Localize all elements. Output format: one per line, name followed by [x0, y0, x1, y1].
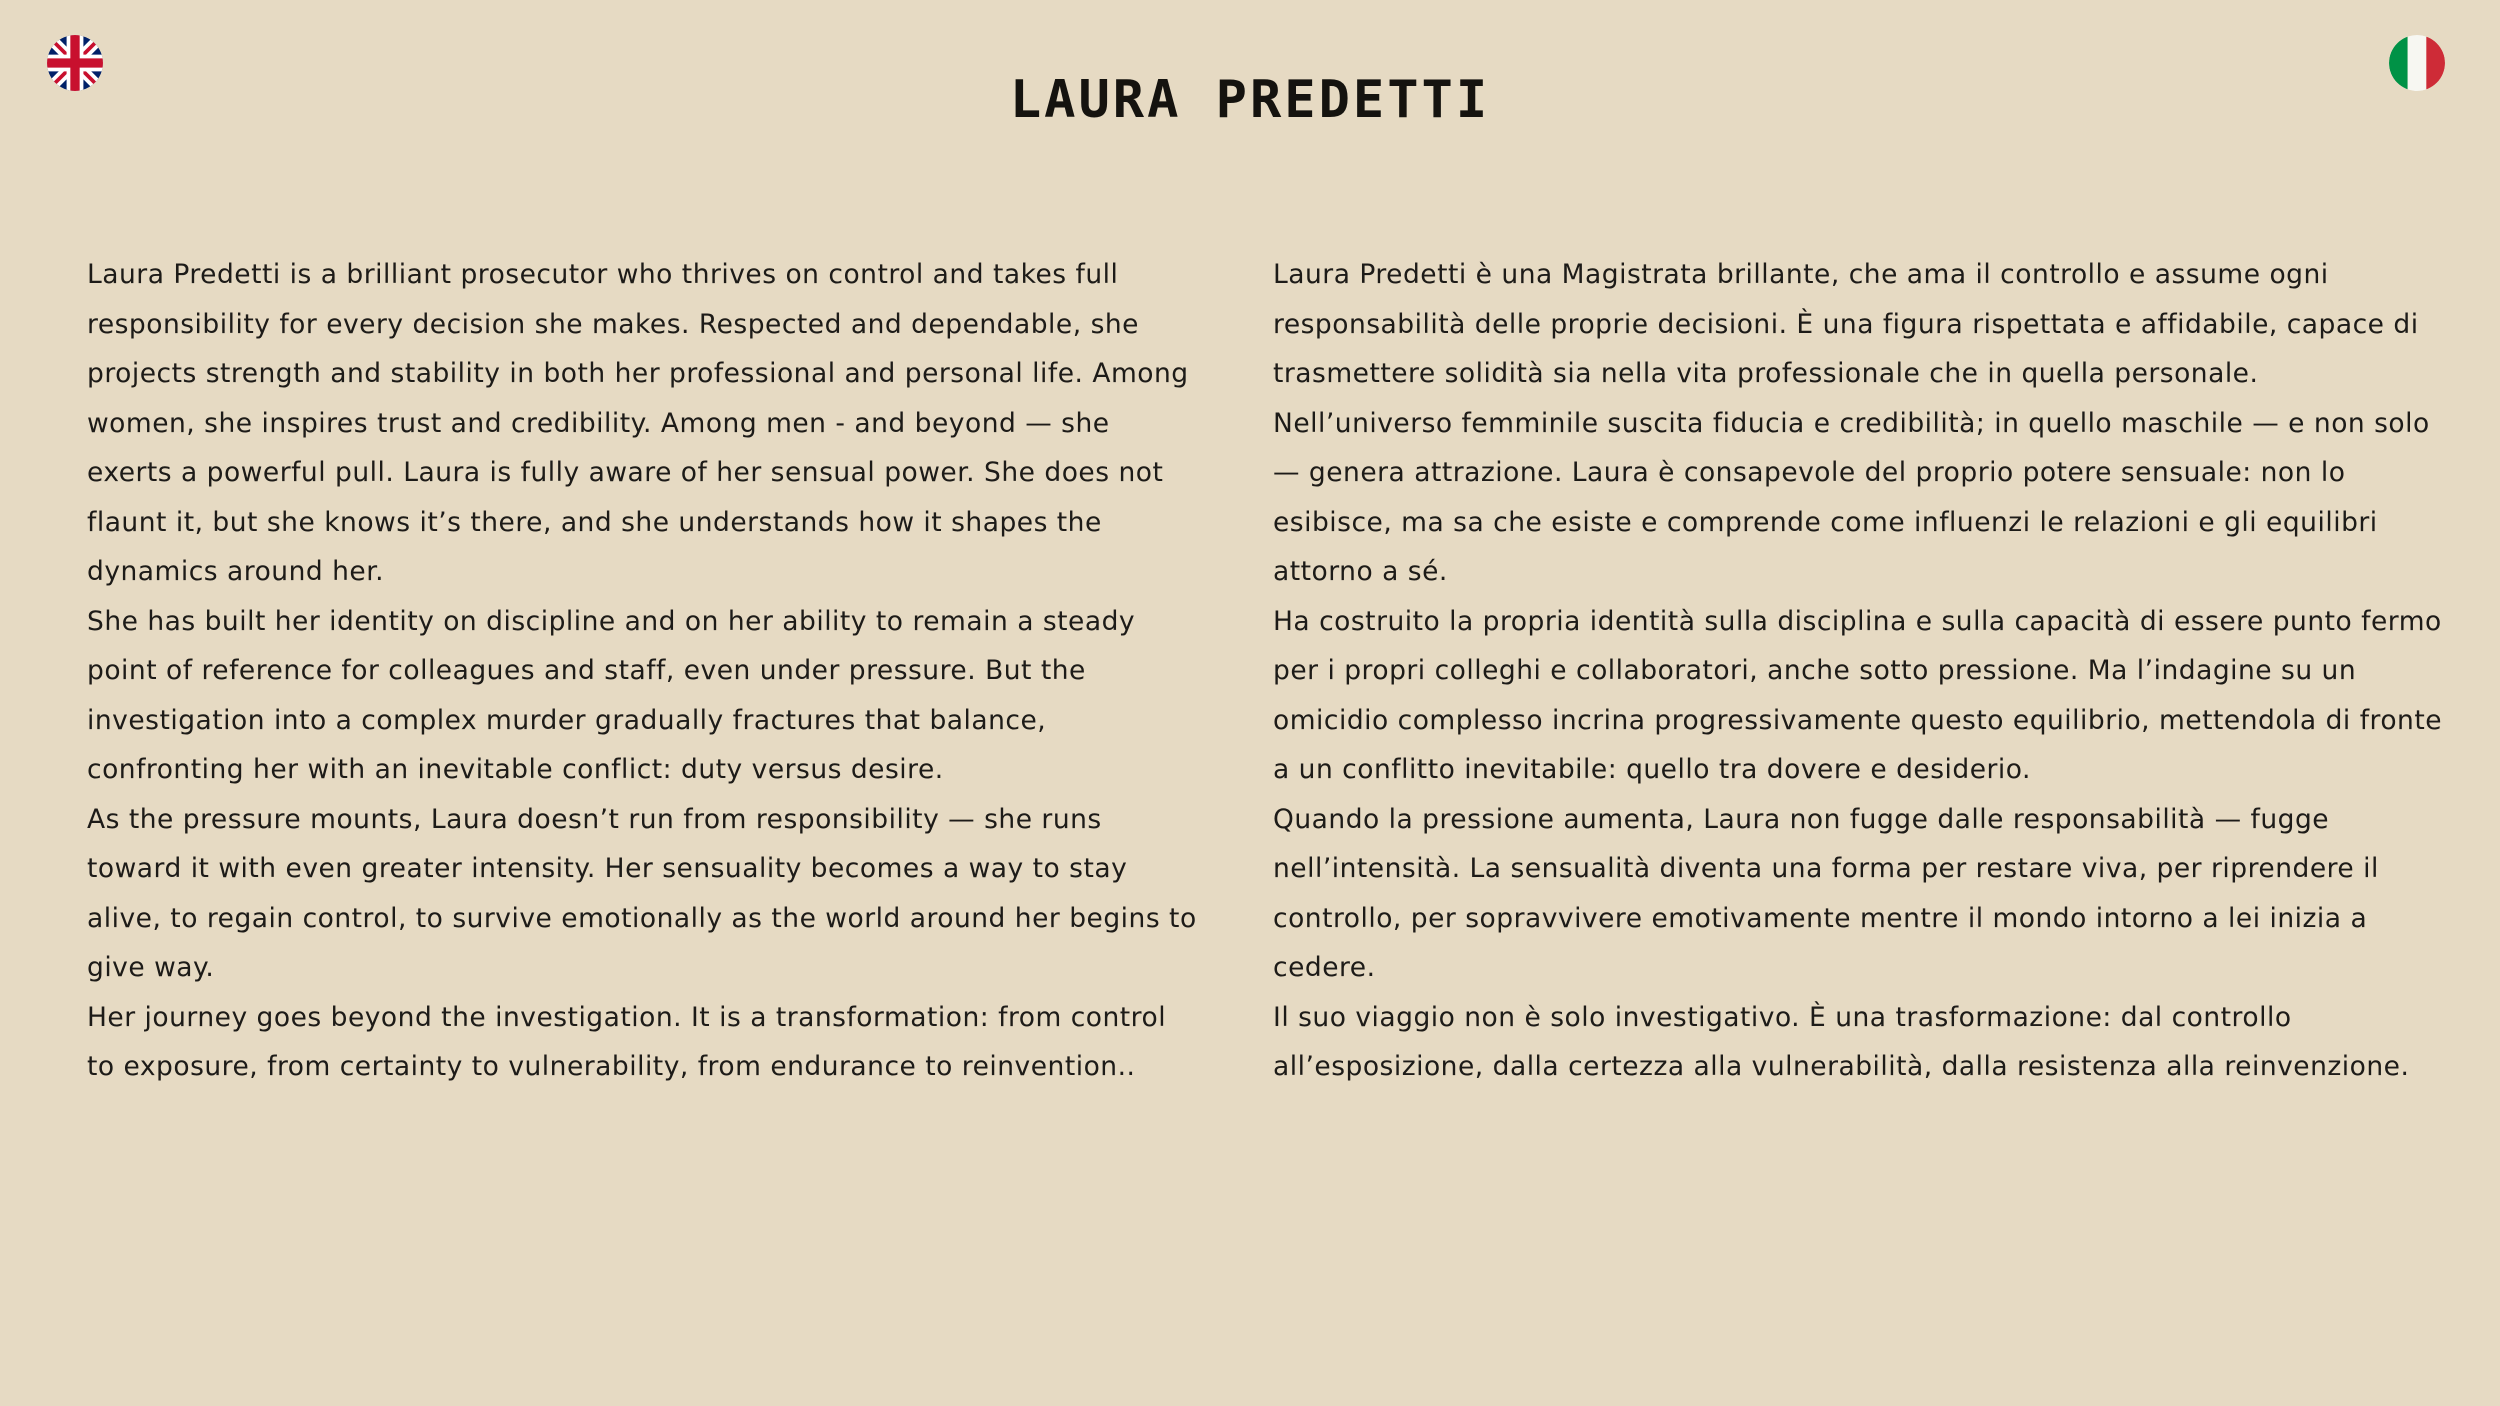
italian-bio-column	[1273, 250, 2443, 1092]
italy-flag-icon	[2389, 35, 2445, 91]
english-paragraph: She has built her identity on discipline and on her ability to remain a steady point of reference for colleagues and staff, even under pressure. But the investigation into a complex murder gradually fractures that balance, confronting her with an inevitable conflict: duty versus desire.	[87, 605, 1136, 785]
italian-paragraph: Quando la pressione aumenta, Laura non fugge dalle responsabilità — fugge nell’intensità. La sensualità diventa una forma per restare viva, per riprendere il controllo, per sopravvivere emotivamente mentre il mondo intorno a lei inizia a cedere.	[1273, 803, 2379, 983]
english-bio-column	[87, 250, 1197, 1092]
english-paragraph: Her journey goes beyond the investigation. It is a transformation: from control to exposure, from certainty to vulnerability, from endurance to reinvention..	[87, 1001, 1167, 1082]
english-paragraph: As the pressure mounts, Laura doesn’t run from responsibility — she runs toward it with even greater intensity. Her sensuality becomes a way to stay alive, to regain control, to survive emotionally as the world around her begins to give way.	[87, 803, 1197, 983]
italian-paragraph: Laura Predetti è una Magistrata brillante, che ama il controllo e assume ogni responsabilità delle proprie decisioni. È una figura rispettata e affidabile, capace di trasmettere solidità sia nella vita professionale che in quella personale. Nell’universo femminile suscita fiducia e credibilità; in quello maschile — e non solo — genera attrazione. Laura è consapevole del proprio potere sensuale: non lo esibisce, ma sa che esiste e comprende come influenzi le relazioni e gli equilibri attorno a sé.	[1273, 259, 2430, 587]
page-title: LAURA PREDETTI	[1009, 70, 1491, 130]
english-paragraph: Laura Predetti is a brilliant prosecutor who thrives on control and takes full responsibility for every decision she makes. Respected and dependable, she projects strength and stability in both her professional and personal life. Among women, she inspires trust and credibility. Among men - and beyond — she exerts a powerful pull. Laura is fully aware of her sensual power. She does not flaunt it, but she knows it’s there, and she understands how it shapes the dynamics around her.	[87, 259, 1189, 587]
italy-flag-button[interactable]	[2389, 35, 2445, 91]
italian-paragraph: Ha costruito la propria identità sulla disciplina e sulla capacità di essere punto fermo per i propri colleghi e collaboratori, anche sotto pressione. Ma l’indagine su un omicidio complesso incrina progressivamente questo equilibrio, mettendola di fronte a un conflitto inevitabile: quello tra dovere e desiderio.	[1273, 605, 2443, 785]
italian-paragraph: Il suo viaggio non è solo investigativo. È una trasformazione: dal controllo all’esposizione, dalla certezza alla vulnerabilità, dalla resistenza alla reinvenzione.	[1273, 1001, 2410, 1082]
